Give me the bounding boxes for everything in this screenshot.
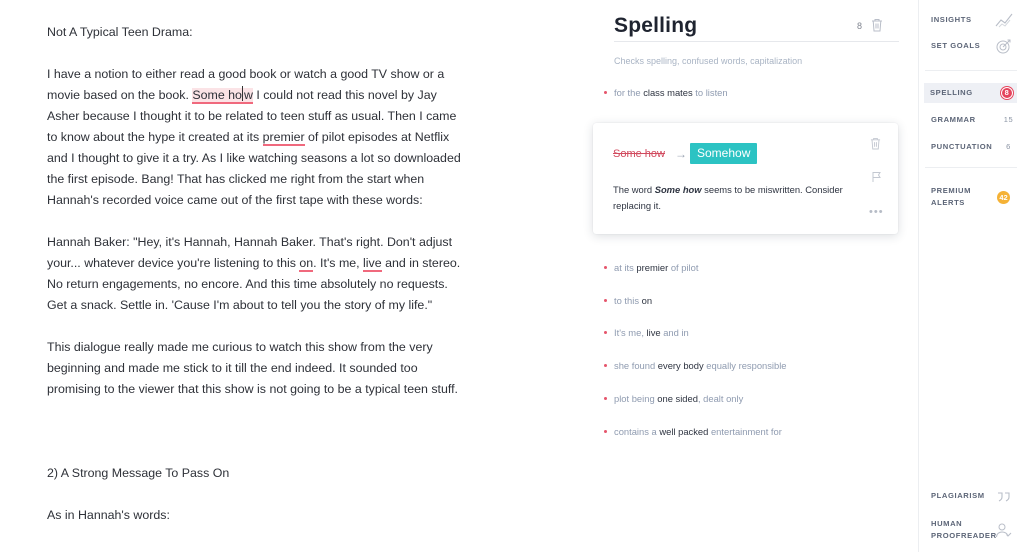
- assistant-panel: [592, 0, 902, 552]
- spelling-mark-premier[interactable]: premier: [262, 130, 305, 144]
- issue-item[interactable]: contains a well packed entertainment for: [604, 426, 782, 437]
- spelling-mark-live[interactable]: live: [363, 256, 382, 270]
- sidebar-item-premium-alerts[interactable]: PREMIUM ALERTS: [931, 186, 972, 207]
- original-word: Some how: [613, 148, 665, 160]
- trash-icon[interactable]: [871, 18, 883, 32]
- suggestion-description: The word Some how seems to be miswritten. Consider replacing it.: [613, 184, 843, 211]
- issue-item[interactable]: at its premier of pilot: [604, 262, 698, 273]
- grammar-count-badge: 15: [1003, 115, 1014, 124]
- sidebar-item-insights[interactable]: INSIGHTS: [925, 12, 1017, 28]
- error-dot: [604, 397, 607, 400]
- flag-icon[interactable]: [871, 171, 883, 183]
- doc-heading: Not A Typical Teen Drama:: [47, 25, 193, 39]
- spelling-mark-somehow[interactable]: Some ho w: [192, 88, 253, 102]
- premium-count-badge: 42: [997, 191, 1010, 204]
- panel-title: Spelling: [614, 14, 698, 37]
- sidebar-item-punctuation[interactable]: PUNCTUATION 6: [925, 140, 1017, 153]
- sidebar-item-plagiarism[interactable]: PLAGIARISM: [925, 488, 1017, 504]
- sidebar-item-grammar[interactable]: GRAMMAR 15: [931, 114, 1014, 124]
- suggestion-card[interactable]: [593, 123, 898, 234]
- sidebar-item-human-proofreader[interactable]: HUMAN PROOFREADER: [925, 518, 1017, 542]
- divider: [925, 70, 1017, 71]
- trend-chart-icon: [995, 12, 1013, 28]
- punctuation-count-badge: 6: [1006, 142, 1011, 151]
- target-icon: [995, 38, 1013, 54]
- accept-suggestion-button[interactable]: Somehow: [690, 143, 757, 164]
- arrow-icon: →: [675, 147, 687, 161]
- error-dot: [604, 364, 607, 367]
- sidebar-item-set-goals[interactable]: SET GOALS: [925, 38, 1017, 54]
- divider: [925, 167, 1017, 168]
- more-options-icon[interactable]: •••: [869, 206, 884, 218]
- sidebar-item-spelling[interactable]: SPELLING 8: [924, 83, 1017, 103]
- doc-paragraph: I have a notion to either read a good book or watch a good TV show or a movie based on the book. Some ho w I could not read this novel by Jay Asher because I thought it to be related to teen stuff as usual. Then I came to know about the hype it created at its premier of pilot episodes at Netflix and I thought to give it a try. As I like watching seasons a lot so downloaded the first episode. Bang! That has clicked me right from the start when Hannah's recorded voice came out of the first tape with these words:: [47, 67, 461, 207]
- error-dot: [604, 430, 607, 433]
- document-editor[interactable]: [47, 22, 467, 526]
- issue-count: 8: [857, 21, 863, 31]
- doc-paragraph: This dialogue really made me curious to watch this show from the very beginning and made me stick to it till the end indeed. It sounded too promising to the viewer that this show is not going to be a typical teen stuff.: [47, 340, 458, 396]
- quote-icon: [995, 488, 1013, 504]
- doc-paragraph: As in Hannah's words:: [47, 508, 170, 522]
- dismiss-trash-icon[interactable]: [870, 137, 881, 150]
- doc-paragraph: Hannah Baker: "Hey, it's Hannah, Hannah Baker. That's right. Don't adjust your... whatever device you're listening to this on. It's me, live and in stereo. No return engagements, no encore. And this time absolutely no requests. Get a snack. Settle in. 'Cause I'm about to tell you the story of my life.": [47, 235, 461, 312]
- doc-subheading: 2) A Strong Message To Pass On: [47, 466, 230, 480]
- issue-item[interactable]: she found every body equally responsible: [604, 360, 787, 371]
- issue-item[interactable]: plot being one sided , dealt only: [604, 393, 743, 404]
- spelling-mark-on[interactable]: on: [299, 256, 314, 270]
- right-sidebar: [918, 0, 1024, 552]
- issue-item[interactable]: for the class mates to listen: [604, 87, 728, 98]
- person-check-icon: [995, 522, 1013, 538]
- error-dot: [604, 299, 607, 302]
- spelling-count-badge: 8: [1001, 87, 1013, 99]
- issue-item[interactable]: It's me, live and in: [604, 327, 689, 338]
- divider: [614, 41, 899, 42]
- error-dot: [604, 331, 607, 334]
- issue-item[interactable]: to this on: [604, 295, 652, 306]
- error-dot: [604, 91, 607, 94]
- panel-subtitle: Checks spelling, confused words, capitalization: [614, 56, 803, 66]
- error-dot: [604, 266, 607, 269]
